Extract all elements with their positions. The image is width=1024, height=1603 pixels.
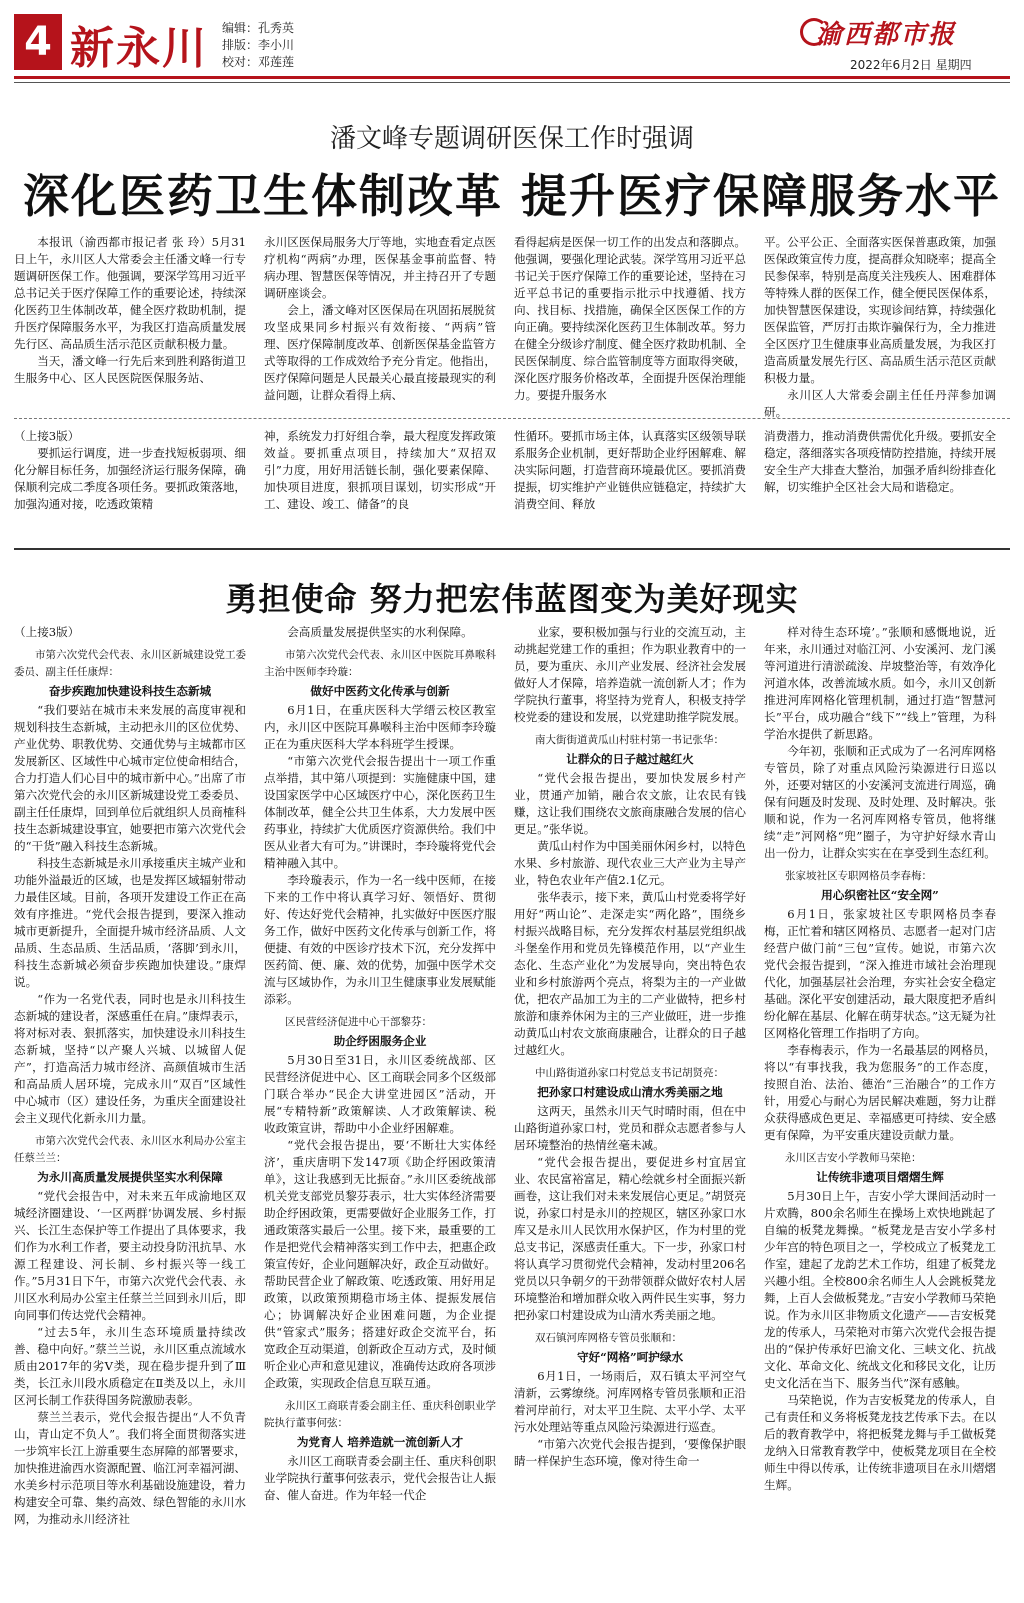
paragraph: “市第六次党代会报告提到，‘要像保护眼睛一样保护生态环境，像对待生命一	[514, 1437, 746, 1468]
paragraph: 张华表示，接下来，黄瓜山村党委将学好用好“两山论”、走深走实“两化路”，围绕乡村振兴战略目标，充分发挥农村基层党组织战斗堡垒作用和党员先锋模范作用，以“产业生态化、生态产业化”为发展导向，突出特色农业和乡村旅游两个亮点，将梨为主的一产业做优，把农产品加工为主的二产业做特，把乡村旅游和康养休闲为主的三产业做旺，进一步推动黄瓜山村农文旅商康融合，让群众的日子越过越红火。	[514, 890, 746, 1057]
subheading: 让群众的日子越过越红火	[566, 752, 694, 766]
paragraph: 永川区人大常委会副主任任丹萍参加调研。	[764, 388, 996, 419]
paragraph: “过去5年，永川生态环境质量持续改善、稳中向好。”蔡兰兰说，永川区重点流域水质由2017年的劣Ⅴ类，现在稳步提升到了Ⅲ类，长江永川段水质稳定在Ⅱ类及以上，永川区河长制工作获得国务院激励表彰。	[14, 1325, 247, 1407]
paragraph: 平。公平公正、全面落实医保普惠政策，加强医保政策宣传力度，提高群众知晓率；提高全民参保率，特别是高度关注残疾人、困难群体等特殊人群的医保工作，健全便民医保体系，加快智慧医保建设，实现诊间结算，持续强化医保监管，严厉打击欺诈骗保行为，全力推进全区医疗卫生健康事业高质量发展，为我区打造高质量发展先行区、高品质生活示范区贡献积极力量。	[764, 235, 996, 385]
editor-credit: 编辑：孔秀英	[222, 21, 295, 35]
story2-column-2	[264, 624, 496, 1596]
masthead-rule	[14, 76, 1010, 79]
paragraph: 5月30日至31日，永川区委统战部、区民营经济促进中心、区工商联会同多个区级部门联合举办“民企大讲堂进园区”活动，开展“专精特新”政策解读、人才政策解读、税收政策宣讲，帮助中小企业纾困解难。	[264, 1053, 496, 1135]
paragraph: 神，系统发力打好组合拳，最大程度发挥政策效益。要抓重点项目，持续加大“双招双引”力度，用好用活链长制，强化要素保障、加快项目进度，狠抓项目谋划，切实形成“开工、建设、竣工、储备”的良	[264, 429, 496, 511]
subheading: 把孙家口村建设成山清水秀美丽之地	[537, 1085, 723, 1099]
story1-column-2	[264, 234, 496, 404]
paragraph: 会上，潘文峰对区医保局在巩固拓展脱贫攻坚成果同乡村振兴有效衔接、“两病”管理、医疗保障制度改革、创新医保基金监管方式等取得的工作成效给予充分肯定。他指出，医疗保障问题是人民最关心最直接最现实的利益问题，让群众看得上病、	[264, 303, 496, 402]
subheading: 用心织密社区“安全网”	[821, 888, 939, 902]
story1-column-3	[514, 234, 746, 404]
subheading: 让传统非遗项目熠熠生辉	[816, 1170, 944, 1184]
paragraph: 李春梅表示，作为一名最基层的网格员，将以“有事找我，我为您服务”的工作态度，按照自治、法治、德治“三治融合”的工作方针，用爱心与耐心为居民解决难题，努力让群众获得感成色更足、幸福感更可持续、安全感更有保障，为平安重庆建设贡献力量。	[764, 1043, 996, 1142]
subheading: 为党育人 培养造就一流创新人才	[296, 1435, 464, 1449]
paragraph: 会高质量发展提供坚实的水利保障。	[287, 625, 473, 639]
subheading: 守好“网格”呵护绿水	[576, 1350, 684, 1364]
paragraph: 黄瓜山村作为中国美丽休闲乡村，以特色水果、乡村旅游、现代农业三大产业为主导产业，特色农业年产值2.1亿元。	[514, 839, 746, 887]
section-title: 新永川	[70, 23, 208, 74]
paragraph: 李玲璇表示，作为一名一线中医师，在接下来的工作中将认真学习好、领悟好、贯彻好、传达好党代会精神，扎实做好中医医疗服务工作，做好中医药文化传承与创新工作，将便捷、有效的中医诊疗技术下沉，充分发挥中医药简、便、廉、效的优势，加强中医学术交流与区域协作，为永川卫生健康事业发展赋能添彩。	[264, 873, 496, 1006]
story1-column-1	[14, 234, 246, 404]
story2-headline: 勇担使命 努力把宏伟蓝图变为美好现实	[225, 580, 799, 618]
continued-column-1	[14, 428, 246, 532]
interviewee-role: 中山路街道孙家口村党总支书记胡贤亮：	[535, 1067, 724, 1079]
interviewee-role: 张家坡社区专职网格员李春梅：	[785, 870, 932, 882]
newspaper-name: 渝西都市报	[816, 20, 957, 50]
paragraph: “市第六次党代会报告提出十一项工作重点举措，其中第八项提到：实施健康中国，建设国家医学中心区域医疗中心，深化医药卫生体制改革，健全公共卫生体系，大力发展中医药事业，持续扩大优质医疗资源供给。我们中医从业者大有可为。”讲课时，李玲璇将党代会精神融入其中。	[264, 754, 497, 870]
continued-marker: （上接3版）	[14, 429, 80, 443]
interviewee-role: 市第六次党代会代表、永川区中医院耳鼻喉科主治中医师李玲璇：	[264, 649, 496, 678]
paragraph: 要抓运行调度，进一步查找短板弱项、细化分解目标任务，加强经济运行服务保障，确保顺利完成二季度各项任务。要抓政策落地，加强沟通对接，吃透政策精	[14, 446, 246, 511]
continued-column-2	[264, 428, 496, 532]
paragraph: “党代会报告提出，要促进乡村宜居宜业、农民富裕富足，精心绘就乡村全面振兴新画卷，这让我们对未来发展信心更足。”胡贤亮说，孙家口村是永川的控规区，辖区孙家口水库又是永川人民饮用水保护区，作为村里的党总支书记，深感责任重大。下一步，孙家口村将认真学习贯彻党代会精神，发动村里206名党员以只争朝夕的干劲带领群众做好农村人居环境整治和增加群众收入两件民生实事，努力把孙家口村建设成为山清水秀美丽之地。	[514, 1155, 747, 1322]
paragraph: 6月1日，一场雨后，双石镇太平河空气清新，云雾缭绕。河库网格专管员张顺和正沿着河岸前行，对太平卫生院、太平小学、太平污水处理站等重点风险污染源进行巡查。	[514, 1369, 746, 1434]
paragraph: “我们要站在城市未来发展的高度审视和规划科技生态新城，主动把永川的区位优势、产业优势、职教优势、交通优势与主城都市区发展新区、区域性中心城市定位使命相结合，合力打造人们心目中的城市新中心。”出席了市第六次党代会的永川区新城建设党工委委员、副主任任康焊，回到单位后就组织人员商榷科技生态新城建设事宜，她要把市第六次党代会的“干货”融入科技生态新城。	[14, 703, 247, 853]
interviewee-role: 市第六次党代会代表、永川区新城建设党工委委员、副主任任康焊：	[14, 649, 246, 678]
continued-column-4	[764, 428, 996, 532]
interviewee-role: 南大街街道黄瓜山村驻村第一书记张华：	[535, 734, 724, 746]
paragraph: 6月1日，张家坡社区专职网格员李春梅，正忙着和辖区网格员、志愿者一起对门店经营户做门前“三包”宣传。她说，市第六次党代会报告提到，“深入推进市域社会治理现代化，加强基层社会治理，夯实社会安全稳定基础。深化平安创建活动，最大限度把矛盾纠纷化解在基层、化解在萌芽状态。”这无疑为社区网格化管理工作指明了方向。	[764, 907, 997, 1040]
paragraph: “党代会报告提出，要加快发展乡村产业，贯通产加销，融合农文旅，让农民有钱赚，这让我们围绕农文旅商康融合发展的信心更足。”张华说。	[514, 771, 746, 836]
paragraph: “党代会报告中，对未来五年成渝地区双城经济圈建设、‘一区两群’协调发展、乡村振兴、长江生态保护等工作提出了具体要求，我们作为水利工作者，要主动投身防汛抗旱、水源工程建设、河长制、乡村振兴等一线工作。”5月31日下午，市第六次党代会代表、永川区水利局办公室主任蔡兰兰回到永川后，即向同事们传达党代会精神。	[14, 1189, 246, 1322]
subheading: 做好中医药文化传承与创新	[310, 684, 450, 698]
issue-date: 2022年6月2日 星期四	[850, 58, 972, 72]
continued-column-3	[514, 428, 746, 532]
subheading: 奋步疾跑加快建设科技生态新城	[48, 684, 212, 698]
paragraph: “作为一名党代表，同时也是永川科技生态新城的建设者，深感重任在肩。”康焊表示，将对标对表、狠抓落实，加快建设永川科技生态新城，坚持“以产聚人兴城、以城留人促产”，打造高活力城市经济、高颜值城市生活和高品质人居环境，完成永川“双百”区域性中心城市（区）建设任务，为重庆全面建设社会主义现代化新永川力量。	[14, 992, 247, 1125]
story1-headline: 深化医药卫生体制改革 提升医疗保障服务水平	[22, 169, 1001, 223]
section-divider	[14, 548, 1010, 550]
paragraph: 永川区医保局服务大厅等地，实地查看定点医疗机构“两病”办理，医保基金事前监督、特病办理、智慧医保等情况，并主持召开了专题调研座谈会。	[264, 235, 496, 300]
interviewee-role: 市第六次党代会代表、永川区水利局办公室主任蔡兰兰：	[14, 1135, 246, 1164]
page-number: 4	[14, 14, 62, 70]
paragraph: 今年初，张顺和正式成为了一名河库网格专管员，除了对重点风险污染源进行日巡以外，还要对辖区的小安溪河支流进行周巡，确保有问题及时发现、及时处理、及时解决。张顺和说，作为一名河库网格专管员，他将继续“走”河网格“兜”圈子，为守护好绿水青山出一份力，让群众实实在在享受到生态红利。	[764, 744, 996, 860]
staff-credits	[222, 20, 294, 71]
layout-credit: 排版：李小川	[222, 38, 295, 52]
paragraph: 这两天，虽然永川天气时晴时雨，但在中山路街道孙家口村，党员和群众志愿者参与人居环境整治的热情丝毫未减。	[514, 1104, 746, 1152]
interviewee-role: 区民营经济促进中心干部黎芬：	[285, 1016, 432, 1028]
story2-column-3	[514, 624, 746, 1596]
paragraph: 5月30日上午，吉安小学大课间活动时一片欢腾，800余名师生在操场上欢快地跳起了自编的板凳龙舞操。“板凳龙是吉安小学多村少年宫的特色项目之一，学校成立了板凳龙工作室，建起了龙韵艺术工作坊，组建了板凳龙兴趣小组。全校800余名师生人人会跳板凳龙舞，上百人会做板凳龙。”吉安小学教师马荣艳说。作为永川区非物质文化遗产——吉安板凳龙的传承人，马荣艳对市第六次党代会报告提出的“保护传承好巴渝文化、三峡文化、抗战文化、革命文化、统战文化和移民文化，让历史文化活在当下、服务当代”深有感触。	[764, 1189, 997, 1390]
proofread-credit: 校对：邓莲莲	[222, 55, 295, 69]
subheading: 为永川高质量发展提供坚实水利保障	[37, 1170, 223, 1184]
paragraph: 看得起病是医保一切工作的出发点和落脚点。他强调，要强化理论武装。深学笃用习近平总书记关于医疗保障工作的重要论述，坚持在习近平总书记的重要指示批示中找遵循、找方向、找目标、找措施，确保全区医保工作的方向正确。要持续深化医药卫生体制改革。努力在健全分级诊疗制度、健全医疗救助机制、全民医保制度、综合监管制度等方面取得突破，深化医疗服务价格改革，全面提升医保治理能力。要提升服务水	[514, 235, 746, 402]
story1-column-4	[764, 234, 996, 419]
paragraph: 业家，要积极加强与行业的交流互动，主动挑起党建工作的重担；作为职业教育中的一员，要为重庆、永川产业发展、经济社会发展做好人才保障，培养造就一流创新人才；作为学院执行董事，将坚持为党育人，积极支持学校党委的建设和发展，以党建助推学院发展。	[514, 625, 746, 724]
paragraph: “党代会报告提出，要‘不断壮大实体经济’，重庆唐明下发147项《助企纾困政策清单》，这让我感到无比振奋。”永川区委统战部机关党支部党员黎芬表示，壮大实体经济需要助企纾困政策，更需要做好企业服务工作，打通政策落实最后一公里。接下来，最重要的工作是把党代会精神落实到工作中去，把惠企政策宣传好，企业问题解决好，政企互动做好。帮助民营企业了解政策、吃透政策、用好用足政策，以政策预期稳市场主体、提振发展信心；协调解决好企业困难问题，为企业提供“管家式”服务；搭建好政企交流平台，拓宽政企互动渠道，创新政企互动方式，及时倾听企业心声和意见建议，准确传达政府各项涉企政策，实现政企信息互联互通。	[264, 1138, 496, 1390]
story1-kicker: 潘文峰专题调研医保工作时强调	[329, 124, 694, 154]
paragraph: 永川区工商联青委会副主任、重庆科创职业学院执行董事何弦表示，党代会报告让人振奋、催人奋进。作为年轻一代企	[264, 1454, 496, 1502]
interviewee-role: 永川区工商联青委会副主任、重庆科创职业学院执行董事何弦：	[264, 1400, 496, 1429]
masthead-rule-thin	[14, 82, 1010, 83]
paragraph: 消费潜力，推动消费供需优化升级。要抓安全稳定，落细落实各项疫情防控措施，持续开展安全生产大排查大整治，加强矛盾纠纷排查化解，切实维护全区社会大局和谐稳定。	[764, 429, 996, 494]
paragraph: 本报讯（渝西都市报记者 张 玲）5月31日上午，永川区人大常委会主任潘文峰一行专题调研医保工作。他强调，要深学笃用习近平总书记关于医疗保障工作的重要论述，持续深化医药卫生体制改革，健全医疗救助机制，提升医疗保障服务水平，为我区打造高质量发展先行区、高品质生活示范区贡献积极力量。	[14, 235, 246, 351]
paragraph: 性循环。要抓市场主体，认真落实区级领导联系服务企业机制，更好帮助企业纾困解难、解决实际问题，打造营商环境最优区。要抓消费提振，切实维护产业链供应链稳定，持续扩大消费空间、释放	[514, 429, 746, 511]
interviewee-role: 永川区吉安小学教师马荣艳：	[785, 1152, 922, 1164]
interviewee-role: 双石镇河库网格专管员张顺和：	[535, 1332, 682, 1344]
paragraph: 蔡兰兰表示，党代会报告提出“人不负青山，青山定不负人”。我们将全面贯彻落实进一步筑牢长江上游重要生态屏障的部署要求，加快推进渝西水资源配置、临江河幸福河湖、水美乡村示范项目等水利基础设施建设，着力构建安全可靠、集约高效、绿色智能的永川水网，为推动永川经济社	[14, 1410, 246, 1526]
paragraph: 当天，潘文峰一行先后来到胜利路街道卫生服务中心、区人民医院医保服务站、	[14, 354, 246, 385]
paragraph: 科技生态新城是永川承接重庆主城产业和功能外溢最近的区域，也是发挥区域辐射带动力最佳区域。目前，各项开发建设工作正在高效有序推进。“党代会报告提到，要深入推动城市更新提升，全面提升城市经济品质、人文品质、生态品质、生活品质，‘落脚’到永川，科技生态新城必须奋步疾跑加快建设。”康焊说。	[14, 856, 246, 989]
paragraph: 6月1日，在重庆医科大学缙云校区教室内，永川区中医院耳鼻喉科主治中医师李玲璇正在为重庆医科大学本科班学生授课。	[264, 703, 496, 751]
story2-column-1	[14, 624, 246, 1596]
paragraph: （上接3版）	[14, 625, 80, 639]
paragraph: 样对待生态环境’。”张顺和感慨地说，近年来，永川通过对临江河、小安溪河、龙门溪等河道进行清淤疏浚、岸坡整治等，有效净化河道水体，改善流域水质。如今，永川又创新推进河库网格化管理机制，通过打造“智慧河长”平台，成功融合“线下”“线上”管理，为科学治水提供了新思路。	[764, 625, 996, 741]
story2-column-4	[764, 624, 996, 1596]
paragraph: 马荣艳说，作为吉安板凳龙的传承人，自己有责任和义务将板凳龙技艺传承下去。在以后的教育教学中，将把板凳龙舞与手工做板凳龙纳入日常教育教学中，使板凳龙项目在全校师生中得以传承，让传统非遗项目在永川熠熠生辉。	[764, 1393, 996, 1492]
section-divider	[14, 418, 1010, 419]
subheading: 助企纾困服务企业	[333, 1034, 427, 1048]
